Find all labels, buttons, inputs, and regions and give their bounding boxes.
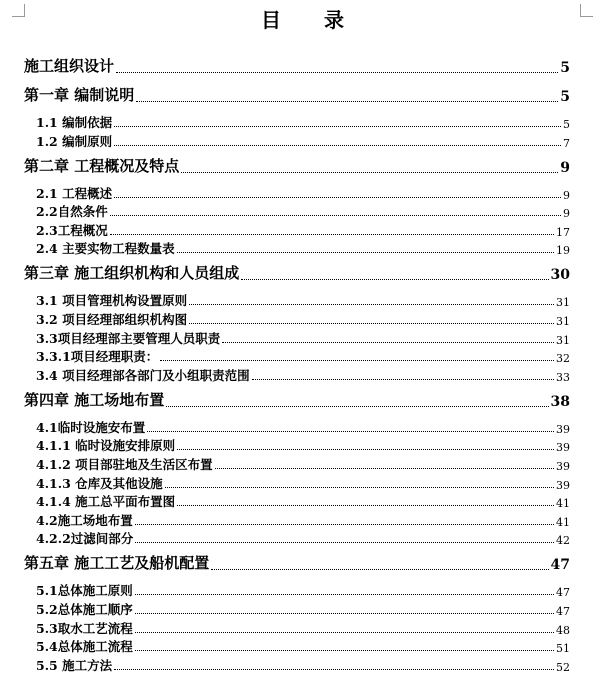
- toc-entry-label: 3.4 项目经理部各部门及小组职责范围: [36, 367, 250, 383]
- toc-page-number: 9: [563, 188, 570, 202]
- toc-entry-label: 1.2 编制原则: [36, 133, 113, 149]
- toc-entry-label: 2.1 工程概述: [36, 185, 113, 201]
- toc-dot-leader: [135, 594, 554, 595]
- toc-dot-leader: [135, 650, 554, 651]
- toc-page-number: 19: [556, 244, 570, 258]
- toc-dot-leader: [114, 145, 561, 146]
- table-of-contents: [24, 58, 570, 677]
- toc-dot-leader: [116, 72, 558, 73]
- toc-dot-leader: [135, 632, 554, 633]
- toc-entry-label: 2.4 主要实物工程数量表: [36, 241, 175, 257]
- toc-dot-leader: [215, 468, 554, 469]
- toc-dot-leader: [147, 431, 554, 432]
- toc-dot-leader: [189, 323, 554, 324]
- toc-entry-label: 2.3工程概况: [36, 222, 108, 238]
- toc-page-number: 39: [556, 459, 570, 473]
- toc-entry-label: 4.1.1 临时设施安排原则: [36, 438, 176, 454]
- toc-entry-label: 第五章 施工工艺及船机配置: [24, 554, 210, 573]
- toc-title: 目 录: [261, 8, 362, 32]
- toc-section-entry[interactable]: [24, 603, 570, 618]
- toc-page-number: 41: [556, 515, 570, 529]
- toc-entry-label: 3.3项目经理部主要管理人员职责: [36, 330, 221, 346]
- toc-section-entry[interactable]: [24, 135, 570, 150]
- toc-section-entry[interactable]: [24, 458, 570, 473]
- toc-page-number: 7: [563, 136, 570, 150]
- toc-entry-label: 第一章 编制说明: [24, 86, 135, 104]
- toc-page-number: 47: [556, 586, 570, 600]
- toc-dot-leader: [189, 304, 554, 305]
- toc-section-entry[interactable]: [24, 584, 570, 599]
- toc-page-number: 30: [550, 267, 570, 284]
- toc-section-entry[interactable]: [24, 187, 570, 202]
- toc-entry-label: 5.1总体施工原则: [36, 583, 133, 599]
- toc-dot-leader: [211, 569, 548, 570]
- toc-page-number: 31: [556, 296, 570, 310]
- toc-dot-leader: [135, 542, 554, 543]
- toc-page-number: 31: [556, 314, 570, 328]
- toc-section-entry[interactable]: [24, 659, 570, 674]
- toc-dot-leader: [241, 279, 548, 280]
- toc-section-entry[interactable]: [24, 495, 570, 510]
- toc-page-number: 47: [556, 604, 570, 618]
- toc-section-entry[interactable]: [24, 205, 570, 220]
- toc-chapter-entry[interactable]: [24, 555, 570, 573]
- toc-page-number: 51: [556, 642, 570, 656]
- toc-section-entry[interactable]: [24, 224, 570, 239]
- toc-entry-label: 5.2总体施工顺序: [36, 601, 133, 617]
- toc-dot-leader: [160, 360, 554, 361]
- toc-chapter-entry[interactable]: [24, 87, 570, 105]
- toc-entry-label: 第三章 施工组织机构和人员组成: [24, 264, 240, 283]
- toc-dot-leader: [177, 505, 554, 506]
- toc-dot-leader: [165, 487, 554, 488]
- toc-dot-leader: [114, 669, 554, 670]
- toc-entry-label: 3.3.1项目经理职责：: [36, 349, 159, 365]
- toc-entry-label: 1.1 编制依据: [36, 115, 113, 130]
- toc-section-entry[interactable]: [24, 421, 570, 436]
- toc-chapter-entry[interactable]: [24, 392, 570, 410]
- toc-section-entry[interactable]: [24, 640, 570, 655]
- toc-page-number: 31: [556, 333, 570, 347]
- toc-entry-label: 2.2自然条件: [36, 204, 108, 220]
- toc-dot-leader: [135, 524, 554, 525]
- toc-entry-label: 4.1.2 项目部驻地及生活区布置: [36, 456, 213, 472]
- toc-entry-label: 5.5 施工方法: [36, 657, 113, 673]
- toc-chapter-entry[interactable]: [24, 265, 570, 283]
- toc-dot-leader: [110, 234, 554, 235]
- toc-page-number: 5: [563, 118, 570, 131]
- toc-section-entry[interactable]: [24, 313, 570, 328]
- toc-entry-label: 第四章 施工场地布置: [24, 390, 165, 409]
- toc-page-number: 9: [563, 207, 570, 221]
- toc-page-number: 33: [556, 370, 570, 384]
- toc-page-number: 42: [556, 534, 570, 548]
- toc-page-number: 39: [556, 441, 570, 455]
- toc-page-number: 9: [560, 159, 570, 176]
- toc-entry-label: 施工组织设计: [24, 57, 115, 75]
- toc-chapter-entry[interactable]: [24, 158, 570, 176]
- toc-dot-leader: [181, 172, 558, 173]
- toc-dot-leader: [166, 406, 548, 407]
- toc-entry-label: 4.1.4 施工总平面布置图: [36, 494, 176, 510]
- toc-entry-label: 4.2.2过滤间部分: [36, 531, 134, 547]
- toc-section-entry[interactable]: [24, 350, 570, 365]
- toc-entry-label: 4.2施工场地布置: [36, 512, 133, 528]
- toc-entry-label: 3.1 项目管理机构设置原则: [36, 293, 188, 309]
- toc-page-number: 48: [556, 623, 570, 637]
- toc-section-entry[interactable]: [24, 242, 570, 257]
- toc-dot-leader: [177, 449, 554, 450]
- toc-dot-leader: [222, 342, 554, 343]
- toc-page-number: 39: [556, 422, 570, 436]
- toc-dot-leader: [114, 197, 561, 198]
- toc-dot-leader: [252, 379, 554, 380]
- toc-page-number: 47: [550, 557, 570, 574]
- toc-page-number: 38: [550, 393, 570, 410]
- toc-dot-leader: [136, 101, 558, 102]
- toc-page-number: 41: [556, 497, 570, 511]
- toc-section-entry[interactable]: [24, 332, 570, 347]
- toc-page-number: 5: [560, 60, 570, 76]
- toc-section-entry[interactable]: [24, 514, 570, 529]
- toc-section-entry[interactable]: [24, 116, 570, 131]
- toc-page-number: 52: [556, 660, 570, 674]
- toc-entry-label: 第二章 工程概况及特点: [24, 156, 180, 175]
- toc-section-entry[interactable]: [24, 439, 570, 454]
- toc-entry-label: 3.2 项目经理部组织机构图: [36, 311, 188, 327]
- toc-entry-label: 5.4总体施工流程: [36, 639, 133, 655]
- toc-entry-label: 4.1.3 仓库及其他设施: [36, 475, 163, 491]
- toc-page-number: 17: [556, 225, 570, 239]
- toc-section-entry[interactable]: [24, 294, 570, 309]
- toc-section-entry[interactable]: [24, 532, 570, 547]
- toc-entry-label: 4.1临时设施安布置: [36, 419, 146, 435]
- toc-dot-leader: [114, 126, 561, 127]
- toc-section-entry[interactable]: [24, 369, 570, 384]
- toc-dot-leader: [110, 215, 561, 216]
- toc-section-entry[interactable]: [24, 622, 570, 637]
- toc-section-entry[interactable]: [24, 477, 570, 492]
- toc-chapter-entry[interactable]: [24, 58, 570, 76]
- toc-page-number: 5: [560, 89, 570, 105]
- toc-entry-label: 5.3取水工艺流程: [36, 620, 133, 636]
- toc-dot-leader: [177, 252, 554, 253]
- toc-page-number: 32: [556, 352, 570, 366]
- toc-page-number: 39: [556, 478, 570, 492]
- toc-dot-leader: [135, 613, 554, 614]
